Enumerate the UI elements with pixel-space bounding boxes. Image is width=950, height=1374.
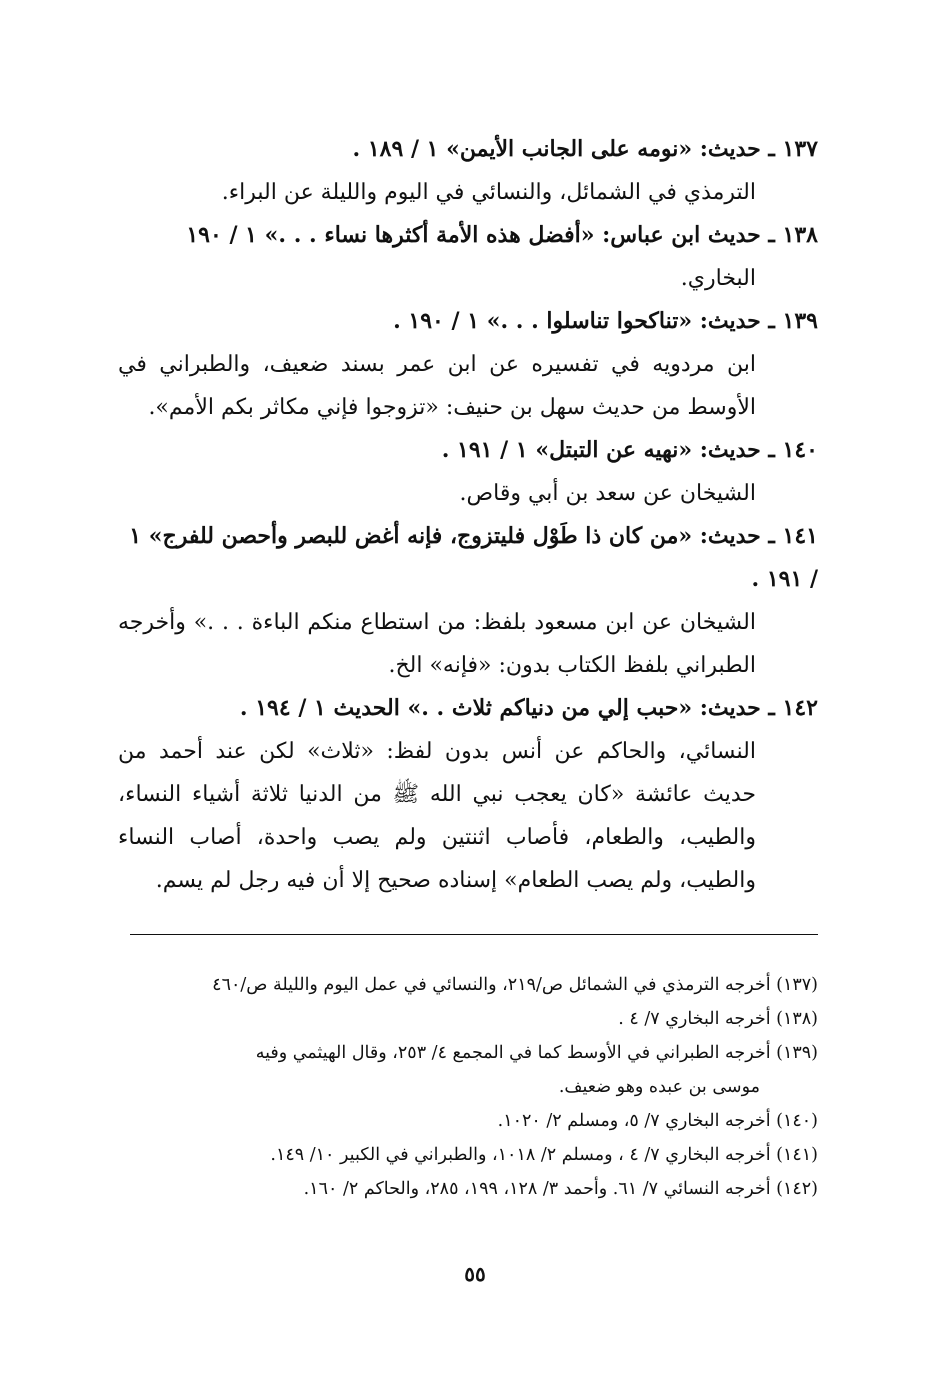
footnote-141 bbox=[118, 1138, 818, 1172]
hadith-entry-142 bbox=[118, 687, 818, 902]
footnote-138 bbox=[118, 1002, 818, 1036]
hadith-entry-141 bbox=[118, 515, 818, 687]
hadith-title-text: ـ حديث: «تناكحوا تناسلوا . . .» ١ / ١٩٠ . bbox=[393, 308, 775, 334]
footnote-140 bbox=[118, 1104, 818, 1138]
hadith-source: الشيخان عن ابن مسعود بلفظ: من استطاع منكم الباءة . . .» وأخرجه الطبراني بلفظ الكتاب بدون: «فإنه» الخ. bbox=[118, 610, 756, 678]
hadith-entry-139 bbox=[118, 300, 818, 429]
hadith-entry-138 bbox=[118, 214, 818, 300]
footnote-text: أخرجه البخاري ٧/ ٤ . bbox=[618, 1009, 771, 1029]
hadith-title-text: ـ حديث: «نومه على الجانب الأيمن» ١ / ١٨٩ . bbox=[352, 136, 775, 162]
hadith-number: ١٤٠ bbox=[782, 437, 818, 463]
footnotes bbox=[118, 968, 818, 1206]
hadith-title bbox=[118, 687, 818, 730]
footnote-number: (١٤٠) bbox=[776, 1111, 818, 1131]
hadith-entry-140 bbox=[118, 429, 818, 515]
footnote-number: (١٣٩) bbox=[776, 1043, 818, 1063]
footnote-number: (١٣٧) bbox=[776, 975, 818, 995]
main-text bbox=[118, 128, 818, 902]
hadith-number: ١٤٢ bbox=[782, 695, 818, 721]
hadith-source: الترمذي في الشمائل، والنسائي في اليوم والليلة عن البراء. bbox=[221, 180, 756, 205]
hadith-title-text: ـ حديث: «من كان ذا طَوْل فليتزوج، فإنه أغض للبصر وأحصن للفرج» ١ / ١٩١ . bbox=[129, 523, 818, 592]
footnote-142 bbox=[118, 1172, 818, 1206]
footnote-139 bbox=[118, 1036, 818, 1104]
hadith-source: ابن مردويه في تفسيره عن ابن عمر بسند ضعيف، والطبراني في الأوسط من حديث سهل بن حنيف: «تزوجوا فإني مكاثر بكم الأمم». bbox=[118, 352, 756, 420]
hadith-number: ١٣٧ bbox=[782, 136, 818, 162]
hadith-number: ١٣٩ bbox=[782, 308, 818, 334]
hadith-number: ١٤١ bbox=[782, 523, 818, 549]
footnote-number: (١٤١) bbox=[776, 1145, 818, 1165]
footnote-text: أخرجه البخاري ٧/ ٥، ومسلم ٢/ ١٠٢٠. bbox=[497, 1111, 771, 1131]
footnote-text: أخرجه البخاري ٧/ ٤ ، ومسلم ٢/ ١٠١٨، والطبراني في الكبير ١٠/ ١٤٩. bbox=[270, 1145, 771, 1165]
footnote-text: أخرجه الطبراني في الأوسط كما في المجمع ٤/ ٢٥٣، وقال الهيثمي وفيه bbox=[255, 1043, 771, 1063]
hadith-number: ١٣٨ bbox=[782, 222, 818, 248]
hadith-title bbox=[118, 300, 818, 343]
footnote-continuation: موسى بن عبده وهو ضعيف. bbox=[558, 1077, 760, 1097]
hadith-title-text: ـ حديث: «حبب إلي من دنياكم ثلاث . .» الحديث ١ / ١٩٤ . bbox=[239, 695, 775, 721]
hadith-title bbox=[118, 515, 818, 601]
hadith-title bbox=[118, 128, 818, 171]
hadith-entry-137 bbox=[118, 128, 818, 214]
hadith-source: البخاري. bbox=[680, 266, 756, 291]
footnote-divider bbox=[130, 934, 818, 935]
hadith-title-text: ـ حديث: «نهيه عن التبتل» ١ / ١٩١ . bbox=[441, 437, 775, 463]
footnote-text: أخرجه النسائي ٧/ ٦١. وأحمد ٣/ ١٢٨، ١٩٩، ٢٨٥، والحاكم ٢/ ١٦٠. bbox=[303, 1179, 771, 1199]
hadith-source: الشيخان عن سعد بن أبي وقاص. bbox=[459, 481, 756, 506]
hadith-title bbox=[118, 429, 818, 472]
page-number: ٥٥ bbox=[464, 1262, 486, 1286]
hadith-title bbox=[118, 214, 818, 257]
footnote-text: أخرجه الترمذي في الشمائل ص/٢١٩، والنسائي في عمل اليوم والليلة ص/٤٦٠ bbox=[212, 975, 771, 995]
footnote-137 bbox=[118, 968, 818, 1002]
hadith-source: النسائي، والحاكم عن أنس بدون لفظ: «ثلاث» لكن عند أحمد من حديث عائشة «كان يعجب نبي الله ﷺ من الدنيا ثلاثة أشياء النساء، والطيب، والطعام، فأصاب اثنتين ولم يصب واحدة، أصاب النساء والطيب، ولم يصب الطعام» إسناده صحيح إلا أن فيه رجل لم يسم. bbox=[118, 739, 756, 893]
footnote-number: (١٤٢) bbox=[776, 1179, 818, 1199]
hadith-title-text: ـ حديث ابن عباس: «أفضل هذه الأمة أكثرها نساء . . .» ١ / ١٩٠ bbox=[186, 222, 775, 248]
footnote-number: (١٣٨) bbox=[776, 1009, 818, 1029]
